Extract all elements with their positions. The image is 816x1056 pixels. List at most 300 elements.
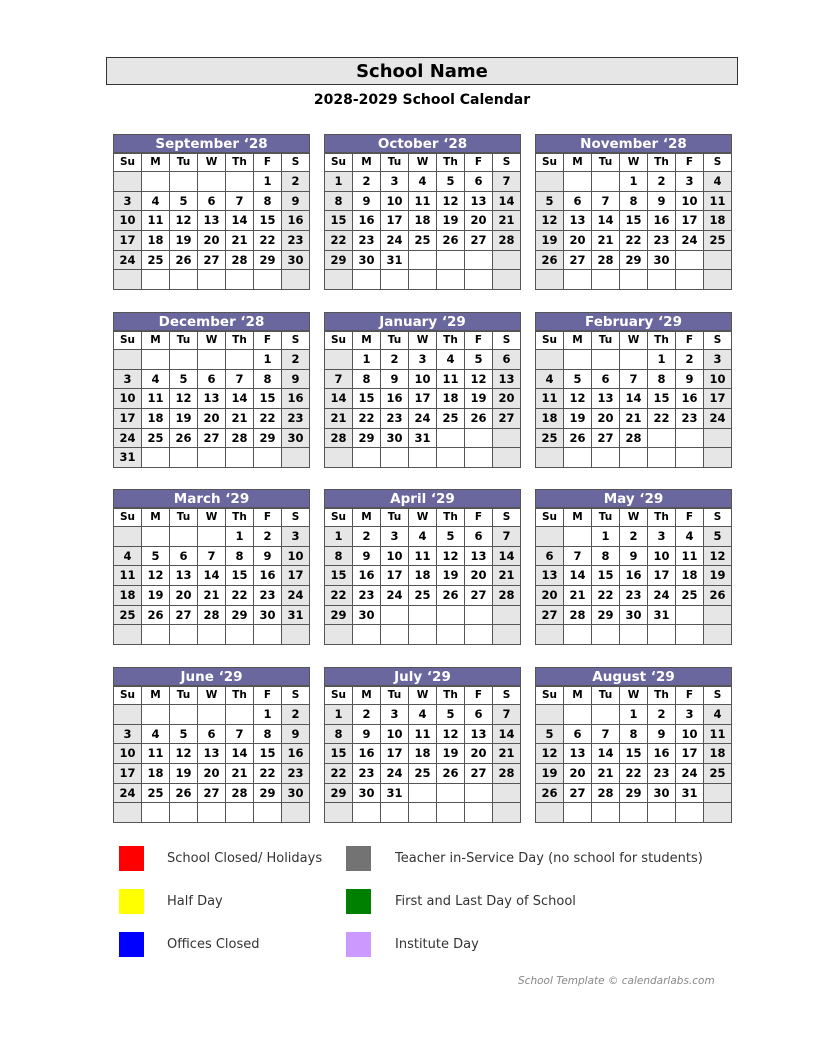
day-cell: 23 (620, 586, 648, 606)
day-cell: 3 (648, 527, 676, 547)
day-cell: 14 (325, 389, 353, 409)
day-cell: 1 (254, 350, 282, 370)
empty-day-cell (170, 448, 198, 468)
day-cell: 3 (676, 705, 704, 725)
month-header: June ‘29 (113, 667, 310, 686)
day-cell: 7 (493, 172, 521, 192)
day-cell: 11 (704, 724, 732, 744)
day-cell: 25 (142, 250, 170, 270)
day-cell: 25 (142, 428, 170, 448)
day-cell: 20 (465, 211, 493, 231)
empty-day-cell (381, 625, 409, 645)
empty-day-cell (536, 803, 564, 823)
weekday-label: Su (325, 687, 353, 705)
empty-day-cell (592, 350, 620, 370)
day-cell: 8 (226, 546, 254, 566)
empty-day-cell (409, 448, 437, 468)
weekday-label: F (676, 509, 704, 527)
day-cell: 26 (465, 409, 493, 429)
day-cell: 14 (592, 211, 620, 231)
empty-day-cell (198, 803, 226, 823)
day-cell: 24 (409, 409, 437, 429)
day-cell: 31 (381, 783, 409, 803)
empty-day-cell (226, 350, 254, 370)
month-calendar (113, 312, 310, 468)
month-grid (535, 686, 732, 823)
empty-day-cell (226, 172, 254, 192)
day-cell: 9 (353, 191, 381, 211)
empty-day-cell (142, 527, 170, 547)
month-header: April ‘29 (324, 489, 521, 508)
legend-label-half-day: Half Day (167, 894, 223, 909)
day-cell: 11 (142, 744, 170, 764)
empty-day-cell (437, 783, 465, 803)
weekday-label: S (704, 509, 732, 527)
month-header: May ‘29 (535, 489, 732, 508)
day-cell: 14 (493, 191, 521, 211)
day-cell: 2 (353, 527, 381, 547)
weekday-label: S (493, 687, 521, 705)
calendar-title: 2028-2029 School Calendar (313, 92, 531, 108)
day-cell: 2 (282, 350, 310, 370)
weekday-label: Tu (381, 687, 409, 705)
day-cell: 11 (114, 566, 142, 586)
empty-day-cell (648, 428, 676, 448)
day-cell: 22 (353, 409, 381, 429)
month-header: October ‘28 (324, 134, 521, 153)
day-cell: 23 (254, 586, 282, 606)
day-cell: 1 (353, 350, 381, 370)
day-cell: 15 (592, 566, 620, 586)
day-cell: 30 (282, 783, 310, 803)
day-cell: 23 (381, 409, 409, 429)
day-cell: 14 (198, 566, 226, 586)
day-cell: 1 (325, 705, 353, 725)
day-cell: 6 (465, 172, 493, 192)
day-cell: 18 (114, 586, 142, 606)
day-cell: 13 (564, 744, 592, 764)
day-cell: 12 (536, 744, 564, 764)
day-cell: 12 (437, 724, 465, 744)
day-cell: 6 (198, 369, 226, 389)
day-cell: 17 (676, 211, 704, 231)
empty-day-cell (676, 625, 704, 645)
empty-day-cell (282, 448, 310, 468)
day-cell: 30 (353, 250, 381, 270)
empty-day-cell (564, 705, 592, 725)
empty-day-cell (409, 803, 437, 823)
weekday-label: M (564, 687, 592, 705)
day-cell: 12 (142, 566, 170, 586)
weekday-label: M (353, 509, 381, 527)
day-cell: 19 (142, 586, 170, 606)
empty-day-cell (198, 270, 226, 290)
day-cell: 12 (170, 389, 198, 409)
weekday-label: Tu (592, 687, 620, 705)
day-cell: 25 (409, 231, 437, 251)
weekday-label: F (676, 332, 704, 350)
month-calendar (324, 312, 521, 468)
day-cell: 16 (282, 389, 310, 409)
day-cell: 27 (592, 428, 620, 448)
day-cell: 15 (226, 566, 254, 586)
day-cell: 21 (592, 764, 620, 784)
day-cell: 8 (254, 369, 282, 389)
day-cell: 19 (437, 744, 465, 764)
empty-day-cell (465, 270, 493, 290)
day-cell: 10 (676, 191, 704, 211)
empty-day-cell (198, 350, 226, 370)
day-cell: 22 (325, 586, 353, 606)
empty-day-cell (676, 250, 704, 270)
day-cell: 28 (564, 605, 592, 625)
empty-day-cell (620, 803, 648, 823)
day-cell: 4 (142, 191, 170, 211)
day-cell: 19 (704, 566, 732, 586)
empty-day-cell (198, 625, 226, 645)
empty-day-cell (198, 172, 226, 192)
day-cell: 18 (704, 211, 732, 231)
day-cell: 18 (142, 409, 170, 429)
empty-day-cell (325, 270, 353, 290)
day-cell: 29 (254, 250, 282, 270)
day-cell: 1 (620, 705, 648, 725)
day-cell: 5 (564, 369, 592, 389)
weekday-label: W (409, 154, 437, 172)
day-cell: 15 (648, 389, 676, 409)
day-cell: 20 (465, 566, 493, 586)
day-cell: 23 (353, 764, 381, 784)
day-cell: 4 (409, 527, 437, 547)
empty-day-cell (536, 705, 564, 725)
month-grid (324, 153, 521, 290)
day-cell: 12 (465, 369, 493, 389)
empty-day-cell (226, 270, 254, 290)
day-cell: 5 (170, 369, 198, 389)
day-cell: 17 (409, 389, 437, 409)
day-cell: 20 (536, 586, 564, 606)
empty-day-cell (170, 172, 198, 192)
empty-day-cell (114, 270, 142, 290)
day-cell: 27 (564, 783, 592, 803)
day-cell: 23 (353, 586, 381, 606)
day-cell: 7 (226, 369, 254, 389)
month-header: December ‘28 (113, 312, 310, 331)
day-cell: 19 (437, 211, 465, 231)
day-cell: 7 (493, 705, 521, 725)
weekday-label: Su (536, 687, 564, 705)
day-cell: 30 (353, 605, 381, 625)
day-cell: 20 (170, 586, 198, 606)
day-cell: 22 (620, 764, 648, 784)
empty-day-cell (564, 172, 592, 192)
month-grid (324, 686, 521, 823)
day-cell: 7 (325, 369, 353, 389)
empty-day-cell (676, 270, 704, 290)
day-cell: 28 (493, 764, 521, 784)
day-cell: 28 (592, 783, 620, 803)
day-cell: 21 (564, 586, 592, 606)
day-cell: 29 (620, 783, 648, 803)
weekday-label: W (620, 509, 648, 527)
weekday-label: W (198, 509, 226, 527)
day-cell: 10 (282, 546, 310, 566)
day-cell: 5 (170, 191, 198, 211)
day-cell: 24 (282, 586, 310, 606)
day-cell: 8 (620, 191, 648, 211)
weekday-label: S (282, 509, 310, 527)
day-cell: 16 (353, 744, 381, 764)
weekday-label: M (353, 154, 381, 172)
empty-day-cell (409, 605, 437, 625)
day-cell: 20 (493, 389, 521, 409)
day-cell: 27 (465, 764, 493, 784)
weekday-label: M (564, 332, 592, 350)
day-cell: 20 (564, 231, 592, 251)
day-cell: 10 (704, 369, 732, 389)
day-cell: 8 (325, 546, 353, 566)
weekday-label: Su (114, 332, 142, 350)
day-cell: 1 (325, 527, 353, 547)
day-cell: 23 (648, 231, 676, 251)
day-cell: 11 (437, 369, 465, 389)
day-cell: 24 (381, 231, 409, 251)
empty-day-cell (592, 803, 620, 823)
day-cell: 9 (282, 191, 310, 211)
day-cell: 21 (493, 566, 521, 586)
empty-day-cell (592, 270, 620, 290)
day-cell: 26 (536, 250, 564, 270)
weekday-label: M (564, 509, 592, 527)
day-cell: 11 (536, 389, 564, 409)
day-cell: 15 (254, 744, 282, 764)
day-cell: 12 (170, 211, 198, 231)
empty-day-cell (493, 783, 521, 803)
day-cell: 28 (226, 250, 254, 270)
day-cell: 27 (170, 605, 198, 625)
day-cell: 13 (198, 211, 226, 231)
empty-day-cell (142, 270, 170, 290)
empty-day-cell (170, 527, 198, 547)
day-cell: 27 (198, 783, 226, 803)
day-cell: 4 (142, 724, 170, 744)
day-cell: 4 (142, 369, 170, 389)
day-cell: 10 (114, 744, 142, 764)
day-cell: 16 (353, 211, 381, 231)
day-cell: 17 (114, 764, 142, 784)
day-cell: 5 (142, 546, 170, 566)
weekday-label: Tu (170, 687, 198, 705)
day-cell: 11 (142, 211, 170, 231)
day-cell: 8 (325, 191, 353, 211)
weekday-label: Su (325, 332, 353, 350)
day-cell: 20 (198, 764, 226, 784)
day-cell: 6 (564, 191, 592, 211)
empty-day-cell (170, 350, 198, 370)
empty-day-cell (676, 803, 704, 823)
day-cell: 25 (704, 764, 732, 784)
empty-day-cell (536, 527, 564, 547)
day-cell: 27 (198, 250, 226, 270)
day-cell: 28 (226, 428, 254, 448)
legend-label-teacher-inservice: Teacher in-Service Day (no school for students) (395, 851, 703, 866)
month-header: November ‘28 (535, 134, 732, 153)
weekday-label: Su (114, 509, 142, 527)
day-cell: 13 (592, 389, 620, 409)
empty-day-cell (704, 448, 732, 468)
empty-day-cell (409, 783, 437, 803)
legend-label-offices-closed: Offices Closed (167, 937, 260, 952)
month-header: July ‘29 (324, 667, 521, 686)
empty-day-cell (437, 448, 465, 468)
empty-day-cell (648, 270, 676, 290)
empty-day-cell (142, 448, 170, 468)
weekday-label: M (142, 687, 170, 705)
day-cell: 3 (282, 527, 310, 547)
weekday-label: S (493, 332, 521, 350)
empty-day-cell (142, 172, 170, 192)
empty-day-cell (620, 350, 648, 370)
day-cell: 7 (592, 191, 620, 211)
weekday-label: Th (437, 332, 465, 350)
empty-day-cell (226, 448, 254, 468)
empty-day-cell (226, 625, 254, 645)
day-cell: 1 (620, 172, 648, 192)
day-cell: 2 (353, 172, 381, 192)
weekday-label: S (282, 332, 310, 350)
day-cell: 18 (409, 566, 437, 586)
empty-day-cell (648, 803, 676, 823)
empty-day-cell (353, 270, 381, 290)
day-cell: 19 (170, 231, 198, 251)
day-cell: 20 (592, 409, 620, 429)
empty-day-cell (704, 270, 732, 290)
day-cell: 2 (282, 172, 310, 192)
day-cell: 15 (325, 566, 353, 586)
weekday-label: F (465, 687, 493, 705)
day-cell: 27 (564, 250, 592, 270)
month-grid (535, 331, 732, 468)
legend-label-school-closed: School Closed/ Holidays (167, 851, 323, 866)
day-cell: 19 (437, 566, 465, 586)
day-cell: 14 (592, 744, 620, 764)
day-cell: 17 (704, 389, 732, 409)
day-cell: 20 (198, 231, 226, 251)
empty-day-cell (564, 527, 592, 547)
day-cell: 13 (465, 191, 493, 211)
month-calendar (113, 134, 310, 290)
month-grid (324, 508, 521, 645)
legend-swatch-half-day (119, 889, 144, 914)
day-cell: 27 (493, 409, 521, 429)
day-cell: 14 (226, 744, 254, 764)
weekday-label: M (142, 154, 170, 172)
empty-day-cell (254, 448, 282, 468)
day-cell: 23 (676, 409, 704, 429)
day-cell: 25 (142, 783, 170, 803)
weekday-label: Th (437, 687, 465, 705)
empty-day-cell (564, 803, 592, 823)
weekday-label: Th (437, 509, 465, 527)
empty-day-cell (465, 448, 493, 468)
day-cell: 24 (114, 250, 142, 270)
day-cell: 17 (114, 409, 142, 429)
day-cell: 15 (254, 389, 282, 409)
day-cell: 29 (254, 428, 282, 448)
day-cell: 4 (704, 705, 732, 725)
empty-day-cell (114, 705, 142, 725)
day-cell: 26 (437, 586, 465, 606)
weekday-label: W (198, 687, 226, 705)
empty-day-cell (536, 270, 564, 290)
empty-day-cell (564, 350, 592, 370)
day-cell: 26 (142, 605, 170, 625)
day-cell: 29 (325, 605, 353, 625)
day-cell: 29 (325, 783, 353, 803)
day-cell: 2 (648, 705, 676, 725)
day-cell: 24 (114, 428, 142, 448)
empty-day-cell (493, 625, 521, 645)
empty-day-cell (704, 250, 732, 270)
weekday-label: Tu (592, 332, 620, 350)
day-cell: 13 (198, 389, 226, 409)
empty-day-cell (282, 803, 310, 823)
day-cell: 10 (676, 724, 704, 744)
empty-day-cell (676, 605, 704, 625)
day-cell: 17 (648, 566, 676, 586)
weekday-label: Su (114, 154, 142, 172)
day-cell: 9 (282, 369, 310, 389)
empty-day-cell (704, 605, 732, 625)
day-cell: 8 (353, 369, 381, 389)
empty-day-cell (592, 172, 620, 192)
month-grid (113, 686, 310, 823)
weekday-label: S (493, 154, 521, 172)
empty-day-cell (704, 803, 732, 823)
footer-credit: School Template © calendarlabs.com (518, 975, 715, 987)
empty-day-cell (381, 448, 409, 468)
day-cell: 31 (409, 428, 437, 448)
day-cell: 8 (325, 724, 353, 744)
day-cell: 31 (114, 448, 142, 468)
empty-day-cell (437, 625, 465, 645)
weekday-label: W (409, 332, 437, 350)
empty-day-cell (381, 270, 409, 290)
weekday-label: Su (325, 509, 353, 527)
day-cell: 18 (437, 389, 465, 409)
weekday-label: W (409, 687, 437, 705)
day-cell: 21 (226, 409, 254, 429)
day-cell: 14 (493, 546, 521, 566)
day-cell: 15 (325, 211, 353, 231)
weekday-label: F (465, 332, 493, 350)
day-cell: 24 (676, 231, 704, 251)
weekday-label: W (198, 332, 226, 350)
month-header: January ‘29 (324, 312, 521, 331)
weekday-label: Su (325, 154, 353, 172)
day-cell: 6 (198, 191, 226, 211)
weekday-label: F (254, 332, 282, 350)
legend-swatch-first-last-day (346, 889, 371, 914)
legend-swatch-institute-day (346, 932, 371, 957)
month-grid (113, 331, 310, 468)
day-cell: 28 (198, 605, 226, 625)
day-cell: 21 (226, 764, 254, 784)
day-cell: 3 (381, 705, 409, 725)
day-cell: 9 (381, 369, 409, 389)
day-cell: 28 (620, 428, 648, 448)
empty-day-cell (114, 803, 142, 823)
